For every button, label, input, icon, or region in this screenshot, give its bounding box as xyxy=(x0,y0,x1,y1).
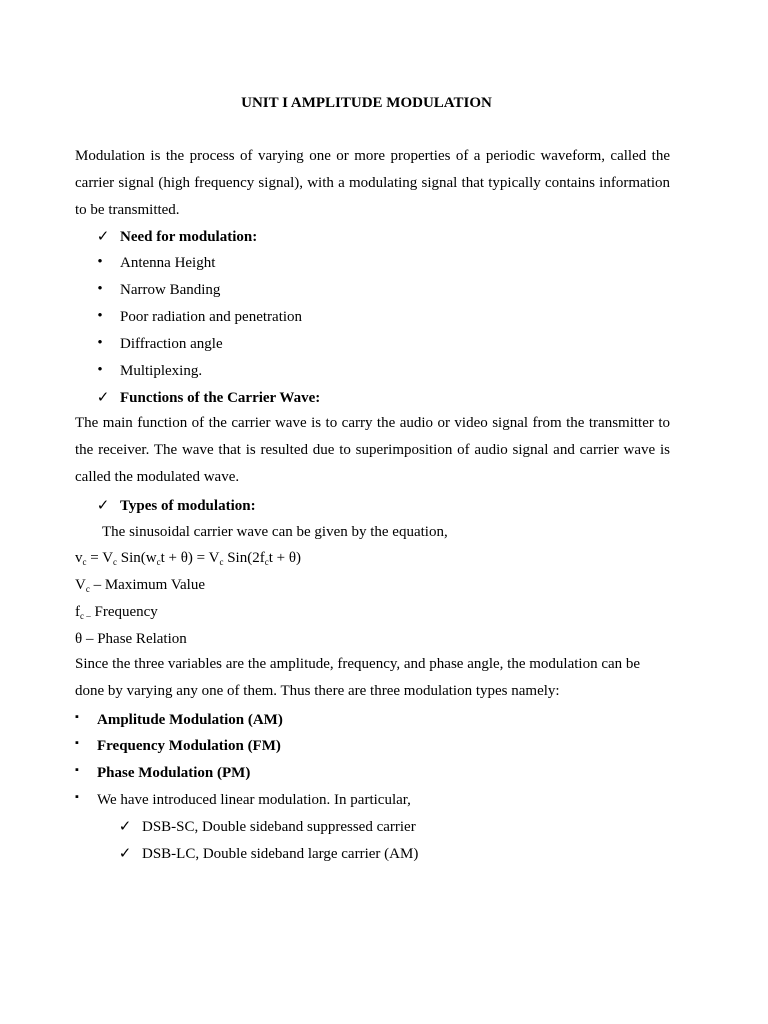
page-title: UNIT I AMPLITUDE MODULATION xyxy=(241,95,492,111)
definition-vc: $V_c$ – Maximum Value xyxy=(75,577,205,594)
need-item-multiplexing: Multiplexing. xyxy=(120,363,203,379)
square-bullet-icon: ▪ xyxy=(75,737,79,749)
need-heading: Need for modulation: xyxy=(120,229,258,245)
mod-type-am: Amplitude Modulation (AM) xyxy=(97,712,283,728)
bullet-icon: • xyxy=(97,254,103,270)
linear-item-dsblc: DSB-LC, Double sideband large carrier (AM) xyxy=(142,846,419,862)
bullet-icon: • xyxy=(97,308,103,324)
need-item-narrow: Narrow Banding xyxy=(120,282,221,298)
intro-line-1: Modulation is the process of varying one or more properties of a periodic waveform, called the xyxy=(75,148,670,164)
checkmark-icon: ✓ xyxy=(118,819,132,835)
bullet-icon: • xyxy=(97,362,103,378)
since-line-2: done by varying any one of them. Thus there are three modulation types namely: xyxy=(75,683,560,699)
linear-intro: We have introduced linear modulation. In particular, xyxy=(97,792,411,808)
checkmark-icon: ✓ xyxy=(96,498,110,514)
since-line-1: Since the three variables are the amplitude, frequency, and phase angle, the modulation can be xyxy=(75,656,641,672)
checkmark-icon: ✓ xyxy=(118,846,132,862)
linear-item-dsbsc: DSB-SC, Double sideband suppressed carrier xyxy=(142,819,416,835)
equation-intro: The sinusoidal carrier wave can be given by the equation, xyxy=(102,524,448,540)
bullet-icon: • xyxy=(97,281,103,297)
square-bullet-icon: ▪ xyxy=(75,791,79,803)
square-bullet-icon: ▪ xyxy=(75,711,79,723)
definition-theta: θ – Phase Relation xyxy=(75,631,187,647)
need-item-radiation: Poor radiation and penetration xyxy=(120,309,303,325)
functions-line-3: called the modulated wave. xyxy=(75,469,240,485)
bullet-icon: • xyxy=(97,335,103,351)
intro-paragraph xyxy=(75,143,670,224)
mod-type-fm: Frequency Modulation (FM) xyxy=(97,738,281,754)
need-item-diffraction: Diffraction angle xyxy=(120,336,223,352)
functions-line-1: The main function of the carrier wave is to carry the audio or video signal from the transmitter to xyxy=(75,415,670,431)
types-heading: Types of modulation: xyxy=(120,498,256,514)
since-paragraph xyxy=(75,651,670,705)
carrier-equation: $v_c = V_c$ $Sin(w_ct + \theta) = V_c$ $Sin(2f_ct + \theta)$ xyxy=(75,550,302,567)
functions-paragraph xyxy=(75,410,670,491)
functions-line-2: the receiver. The wave that is resulted due to superimposition of audio signal and carrier wave is xyxy=(75,442,670,458)
definition-fc: $f_{c -}$ Frequency xyxy=(75,604,158,621)
mod-type-pm: Phase Modulation (PM) xyxy=(97,765,251,781)
functions-heading: Functions of the Carrier Wave: xyxy=(120,390,321,406)
intro-line-3: to be transmitted. xyxy=(75,202,180,218)
checkmark-icon: ✓ xyxy=(96,390,110,406)
intro-line-2: carrier signal (high frequency signal), with a modulating signal that typically contains information xyxy=(75,175,670,191)
square-bullet-icon: ▪ xyxy=(75,764,79,776)
checkmark-icon: ✓ xyxy=(96,229,110,245)
need-item-antenna: Antenna Height xyxy=(120,255,216,271)
